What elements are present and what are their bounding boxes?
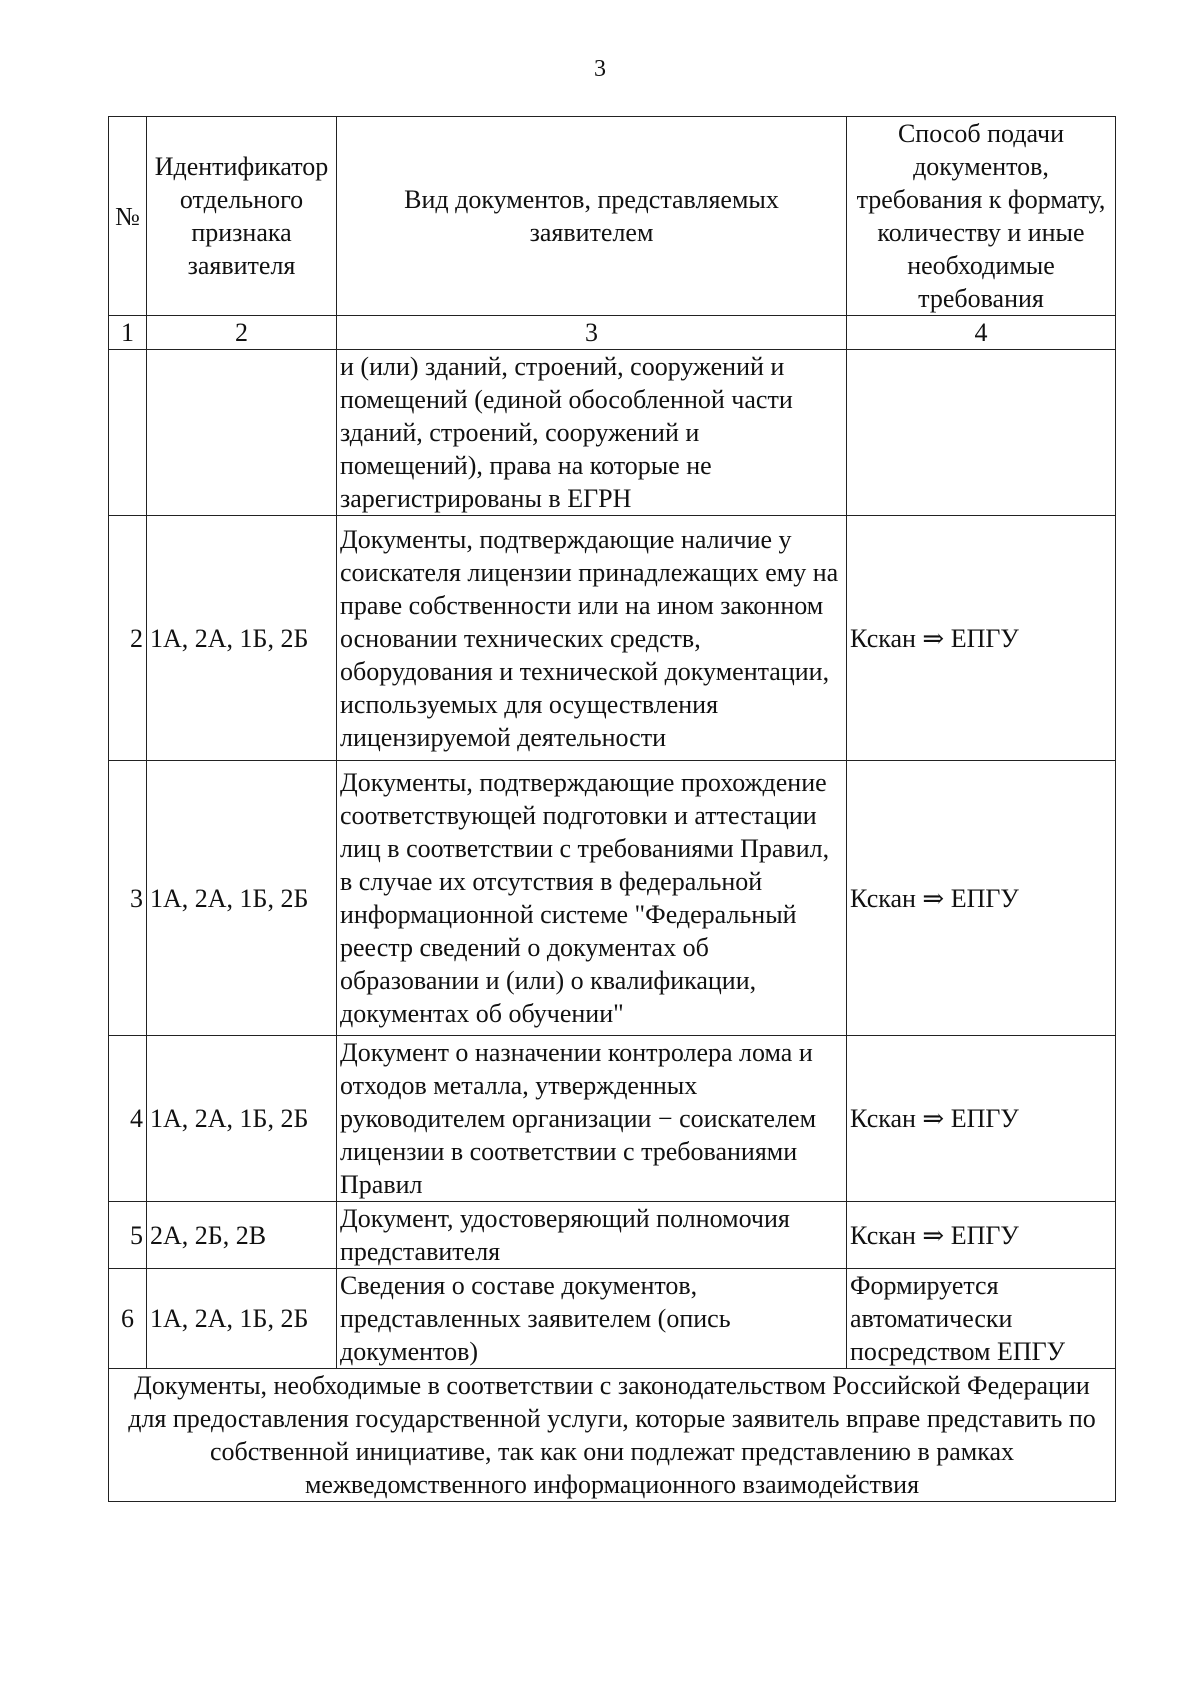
row-submission-method: Кскан ⇒ ЕПГУ: [847, 1202, 1116, 1269]
footer-text: Документы, необходимые в соответствии с законодательством Российской Федерации для предоставления государственной услуги, которые заявитель вправе представить по собственной инициативе, так как они подлежат представлению в рамках межведомственного информационного взаимодействия: [109, 1369, 1116, 1502]
row-document-type: Документы, подтверждающие прохождение соответствующей подготовки и аттестации лиц в соответствии с требованиями Правил, в случае их отсутствия в федеральной информационной системе "Федеральный реестр сведений о документах об образовании и (или) о квалификации, документах об обучении": [337, 761, 847, 1036]
header-submission-method: Способ подачи документов, требования к формату, количеству и иные необходимые требования: [847, 117, 1116, 316]
documents-table: [108, 116, 1116, 1502]
header-number: №: [109, 117, 147, 316]
row-document-type: Документы, подтверждающие наличие у соискателя лицензии принадлежащих ему на праве собственности или на ином законном основании технических средств, оборудования и технической документации, используемых для осуществления лицензируемой деятельности: [337, 516, 847, 761]
row-number: 2: [109, 516, 147, 761]
table-row: [109, 350, 1116, 516]
row-submission-method: [847, 350, 1116, 516]
row-submission-method: Кскан ⇒ ЕПГУ: [847, 516, 1116, 761]
row-submission-method: Кскан ⇒ ЕПГУ: [847, 761, 1116, 1036]
row-identifiers: 1А, 2А, 1Б, 2Б: [147, 1036, 337, 1202]
page-number: 3: [594, 56, 606, 82]
column-number-row: [109, 316, 1116, 350]
row-document-type: Документ о назначении контролера лома и отходов металла, утвержденных руководителем организации − соискателем лицензии в соответствии с требованиями Правил: [337, 1036, 847, 1202]
header-identifier: Идентификатор отдельного признака заявителя: [147, 117, 337, 316]
table-row: [109, 516, 1116, 761]
row-identifiers: 1А, 2А, 1Б, 2Б: [147, 516, 337, 761]
row-identifiers: 1А, 2А, 1Б, 2Б: [147, 761, 337, 1036]
row-number: 3: [109, 761, 147, 1036]
row-identifiers: [147, 350, 337, 516]
row-document-type: Сведения о составе документов, представленных заявителем (опись документов): [337, 1269, 847, 1369]
column-number: 1: [109, 316, 147, 350]
column-number: 2: [147, 316, 337, 350]
row-document-type: Документ, удостоверяющий полномочия представителя: [337, 1202, 847, 1269]
row-submission-method: Формируется автоматически посредством ЕПГУ: [847, 1269, 1116, 1369]
table-row: [109, 761, 1116, 1036]
row-document-type: и (или) зданий, строений, сооружений и помещений (единой обособленной части зданий, строений, сооружений и помещений), права на которые не зарегистрированы в ЕГРН: [337, 350, 847, 516]
table-row: [109, 1269, 1116, 1369]
row-number: [109, 350, 147, 516]
footer-row: [109, 1369, 1116, 1502]
table-row: [109, 1202, 1116, 1269]
row-number: 4: [109, 1036, 147, 1202]
row-number: 5: [109, 1202, 147, 1269]
header-document-type: Вид документов, представляемых заявителем: [337, 117, 847, 316]
row-identifiers: 1А, 2А, 1Б, 2Б: [147, 1269, 337, 1369]
column-number: 3: [337, 316, 847, 350]
table-row: [109, 1036, 1116, 1202]
row-submission-method: Кскан ⇒ ЕПГУ: [847, 1036, 1116, 1202]
table-header-row: [109, 117, 1116, 316]
column-number: 4: [847, 316, 1116, 350]
row-number: 6: [109, 1269, 147, 1369]
row-identifiers: 2А, 2Б, 2В: [147, 1202, 337, 1269]
